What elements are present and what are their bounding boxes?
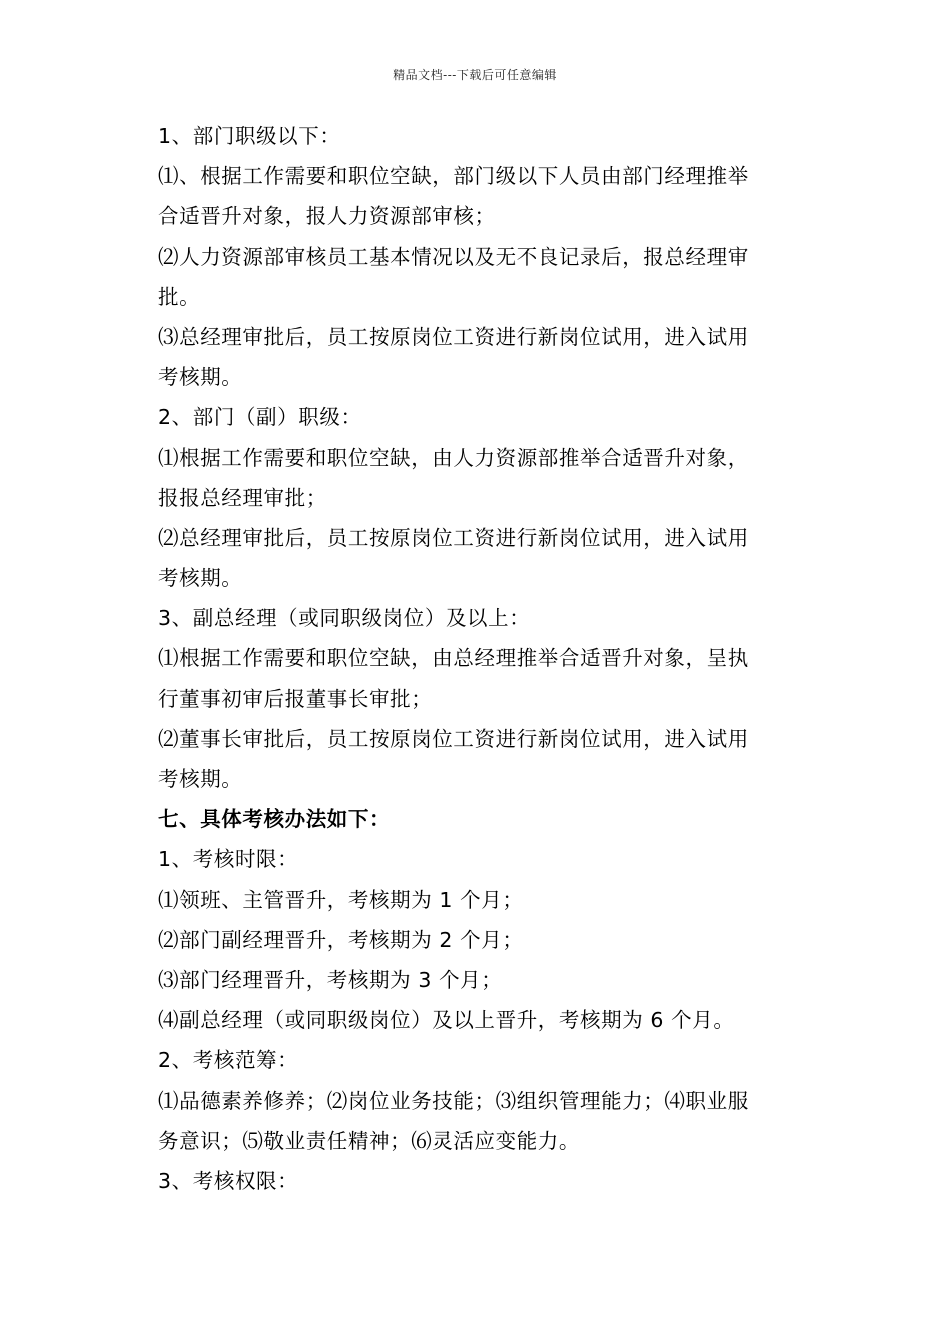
text-line: 考核期。 bbox=[158, 566, 243, 591]
text-line: ⑵部门副经理晋升，考核期为 2 个月； bbox=[158, 927, 524, 952]
text-line: ⑴根据工作需要和职位空缺，由人力资源部推举合适晋升对象， bbox=[158, 445, 749, 470]
section-heading: 七、具体考核办法如下： bbox=[158, 807, 391, 832]
text-line: 1、考核时限： bbox=[158, 847, 299, 872]
text-line: ⑴品德素养修养；⑵岗位业务技能；⑶组织管理能力；⑷职业服 bbox=[158, 1088, 749, 1113]
text-line: ⑴、根据工作需要和职位空缺，部门级以下人员由部门经理推举 bbox=[158, 164, 749, 189]
text-line: 2、部门（副）职级： bbox=[158, 405, 362, 430]
text-line: 3、考核权限： bbox=[158, 1168, 299, 1193]
text-line: 1、部门职级以下： bbox=[158, 124, 341, 148]
text-line: ⑴领班、主管晋升，考核期为 1 个月； bbox=[158, 887, 524, 912]
text-line: ⑵董事长审批后，员工按原岗位工资进行新岗位试用，进入试用 bbox=[158, 726, 749, 751]
text-line: ⑵人力资源部审核员工基本情况以及无不良记录后，报总经理审 bbox=[158, 244, 749, 269]
text-line: 3、副总经理（或同职级岗位）及以上： bbox=[158, 606, 531, 631]
text-line: ⑶总经理审批后，员工按原岗位工资进行新岗位试用，进入试用 bbox=[158, 324, 749, 349]
text-line: 批。 bbox=[158, 284, 201, 309]
text-line: 报报总经理审批； bbox=[158, 485, 327, 510]
page-header: 精品文档---下载后可任意编辑 bbox=[393, 68, 557, 82]
text-line: 合适晋升对象，报人力资源部审核； bbox=[158, 204, 496, 229]
text-line: 行董事初审后报董事长审批； bbox=[158, 686, 433, 711]
text-line: ⑶部门经理晋升，考核期为 3 个月； bbox=[158, 967, 503, 992]
text-line: 2、考核范筹： bbox=[158, 1048, 299, 1073]
text-line: ⑴根据工作需要和职位空缺，由总经理推举合适晋升对象，呈执 bbox=[158, 646, 749, 671]
text-line: 考核期。 bbox=[158, 767, 243, 791]
text-line: ⑵总经理审批后，员工按原岗位工资进行新岗位试用，进入试用 bbox=[158, 525, 749, 550]
document-body bbox=[158, 116, 808, 1201]
text-line: 考核期。 bbox=[158, 365, 243, 390]
text-line: ⑷副总经理（或同职级岗位）及以上晋升，考核期为 6 个月。 bbox=[158, 1008, 735, 1033]
text-line: 务意识；⑸敬业责任精神；⑹灵活应变能力。 bbox=[158, 1128, 580, 1153]
